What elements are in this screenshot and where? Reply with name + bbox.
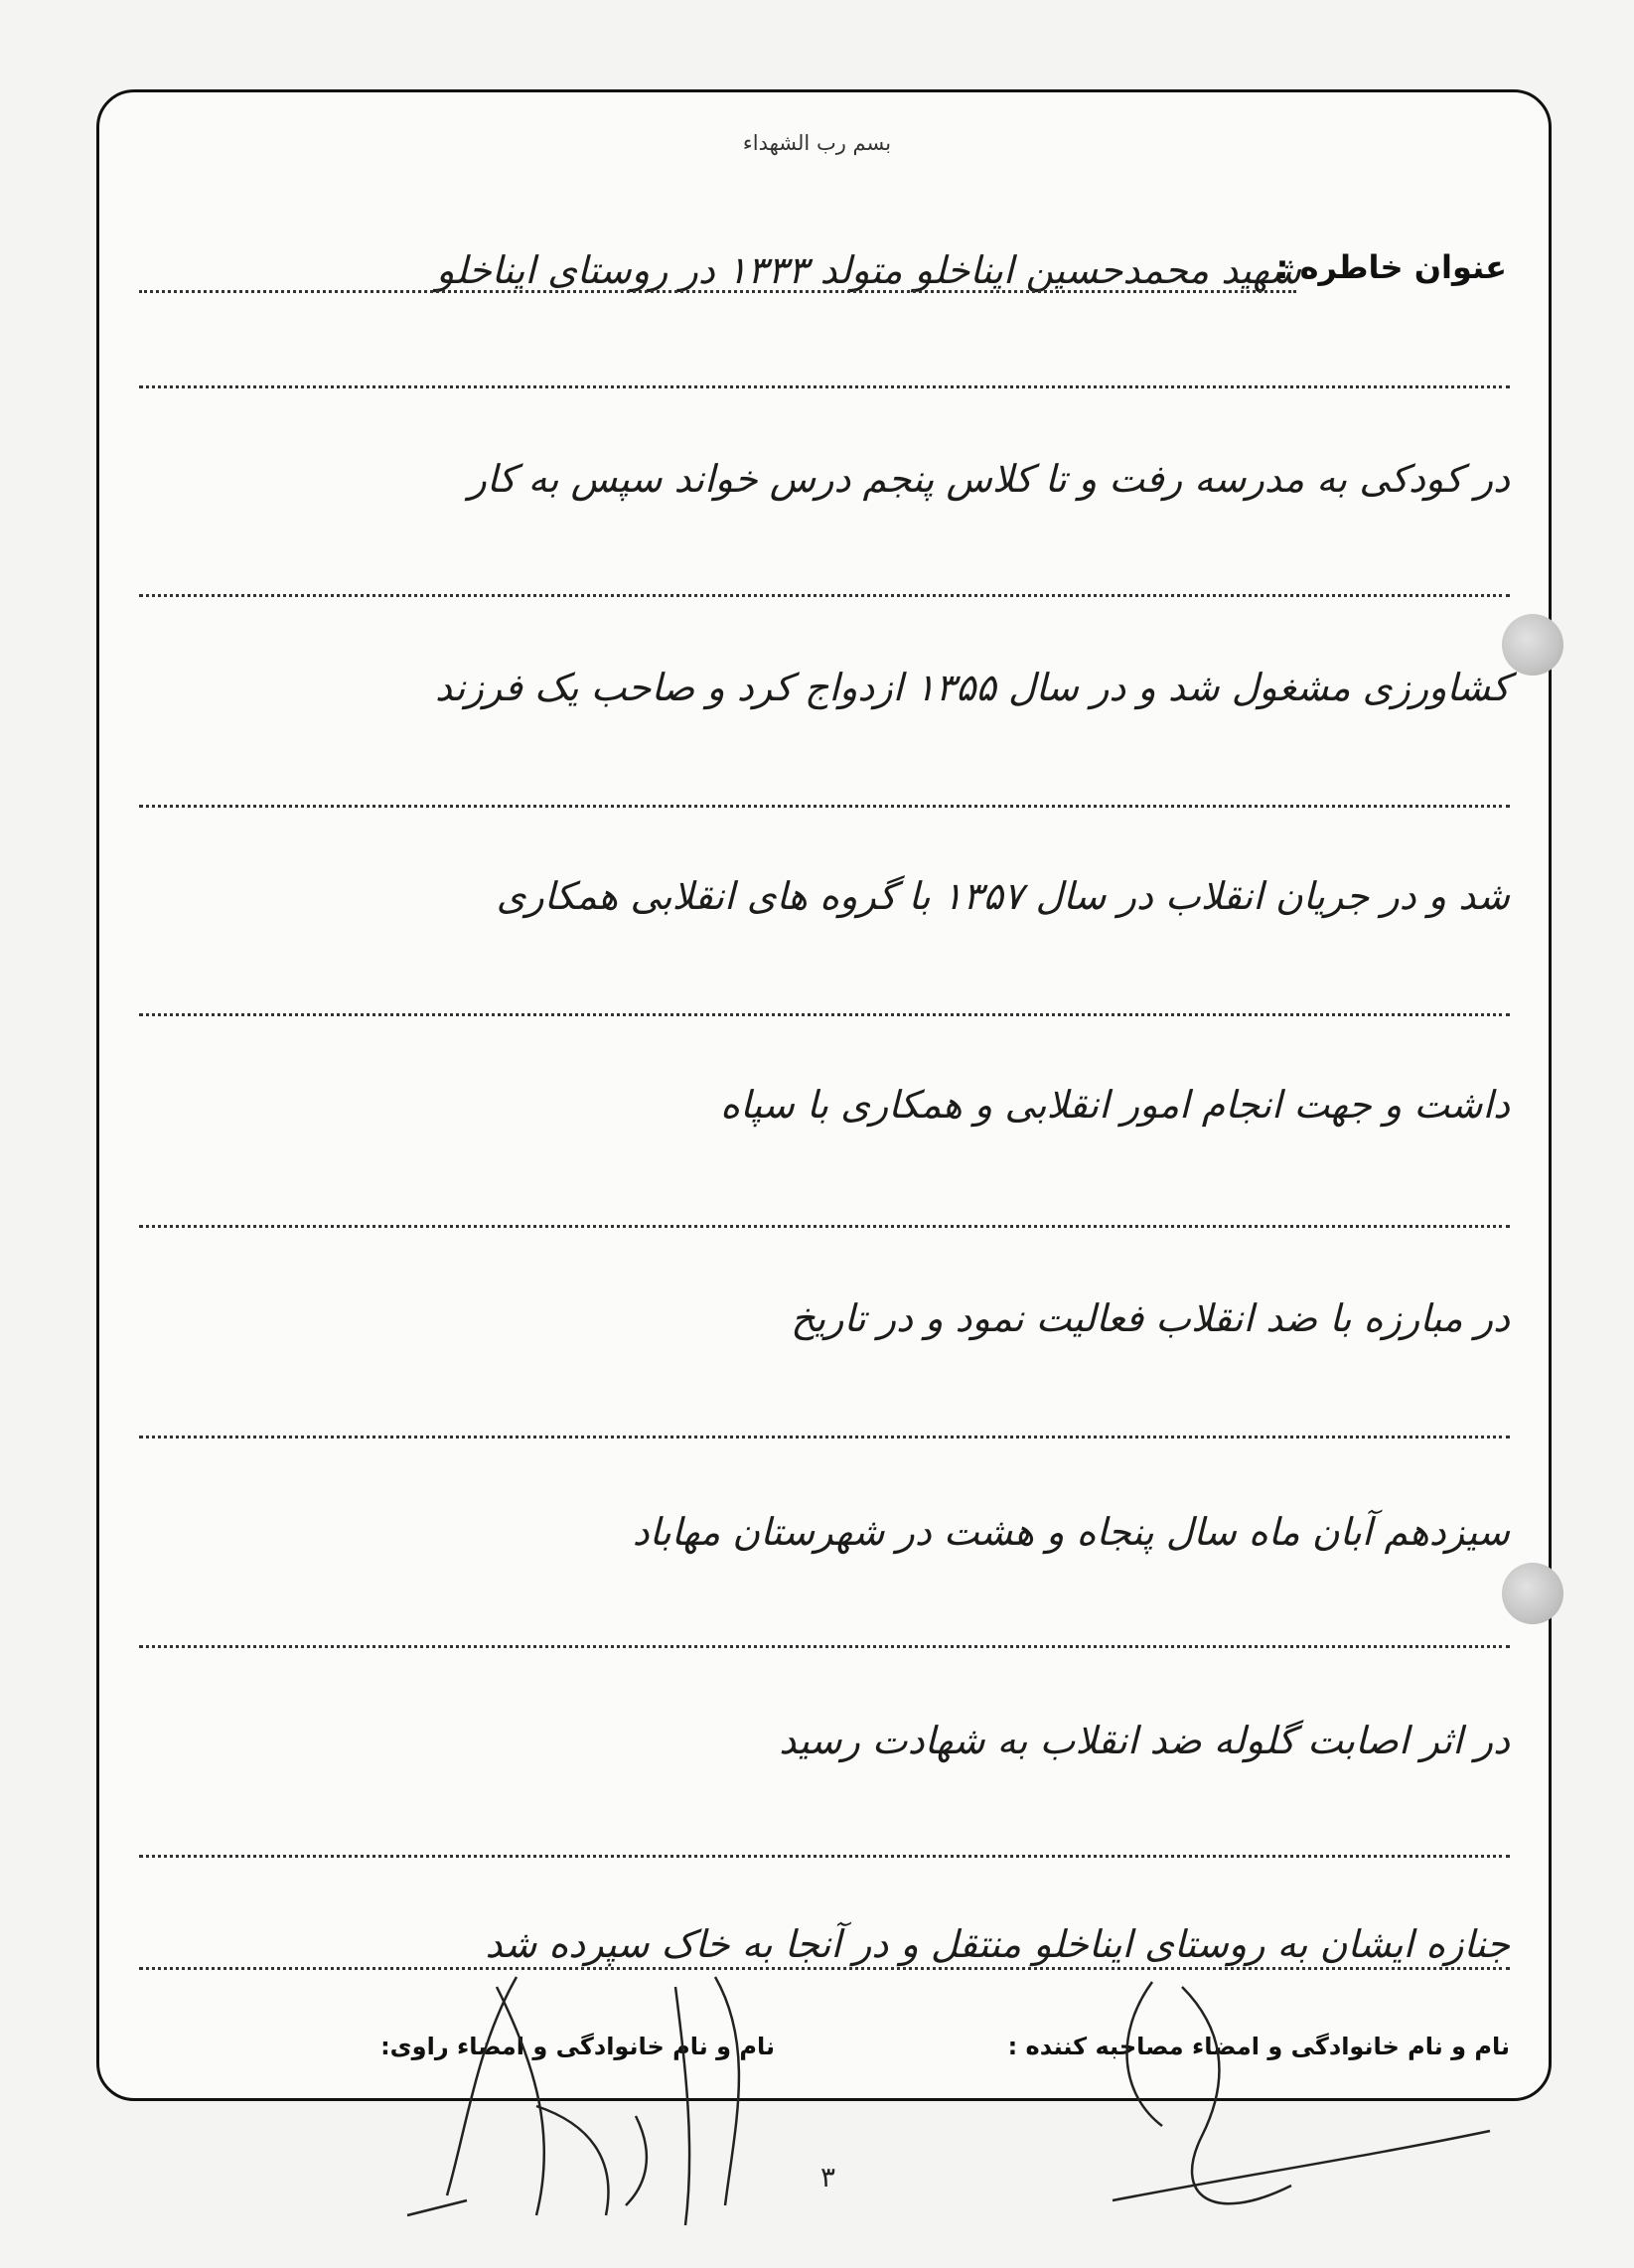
memoir-title-label: عنوان خاطره :	[1275, 248, 1507, 286]
basmala-header: بسم رب الشهداء	[742, 131, 892, 155]
memoir-line: سیزدهم آبان ماه سال پنجاه و هشت در شهرستان مهاباد	[632, 1510, 1510, 1554]
ruled-line	[139, 385, 1510, 388]
memoir-line: شد و در جریان انقلاب در سال ۱۳۵۷ با گروه های انقلابی همکاری	[496, 874, 1510, 918]
ruled-line	[139, 805, 1510, 808]
memoir-line: در اثر اصابت گلوله ضد انقلاب به شهادت رسید	[779, 1719, 1510, 1762]
ruled-line	[139, 290, 1296, 293]
memoir-title-value: شهید محمدحسین ایناخلو متولد ۱۳۳۳ در روستای ایناخلو	[436, 248, 1301, 292]
interviewer-signature-label: نام و نام خانوادگی و امضاء مصاحبه کننده :	[1007, 2033, 1510, 2060]
memoir-line: در مبارزه با ضد انقلاب فعالیت نمود و در تاریخ	[791, 1296, 1510, 1340]
punch-hole-top	[1502, 614, 1563, 676]
memoir-line: جنازه ایشان به روستای ایناخلو منتقل و در آنجا به خاک سپرده شد	[485, 1922, 1510, 1966]
ruled-line	[139, 1225, 1510, 1228]
memoir-line: کشاورزی مشغول شد و در سال ۱۳۵۵ ازدواج کرد و صاحب یک فرزند	[434, 666, 1510, 709]
narrator-signature-label: نام و نام خانوادگی و امضاء راوی:	[380, 2033, 775, 2060]
ruled-line	[139, 1855, 1510, 1858]
memoir-line: در کودکی به مدرسه رفت و تا کلاس پنجم درس خواند سپس به کار	[468, 457, 1510, 501]
ruled-line	[139, 1436, 1510, 1438]
punch-hole-bottom	[1502, 1563, 1563, 1624]
page-number: ۳	[820, 2161, 836, 2193]
ruled-line	[139, 594, 1510, 597]
ruled-line	[139, 1645, 1510, 1648]
ruled-line	[139, 1967, 1510, 1970]
ruled-line	[139, 1013, 1510, 1016]
memoir-line: داشت و جهت انجام امور انقلابی و همکاری با سپاه	[720, 1083, 1510, 1127]
